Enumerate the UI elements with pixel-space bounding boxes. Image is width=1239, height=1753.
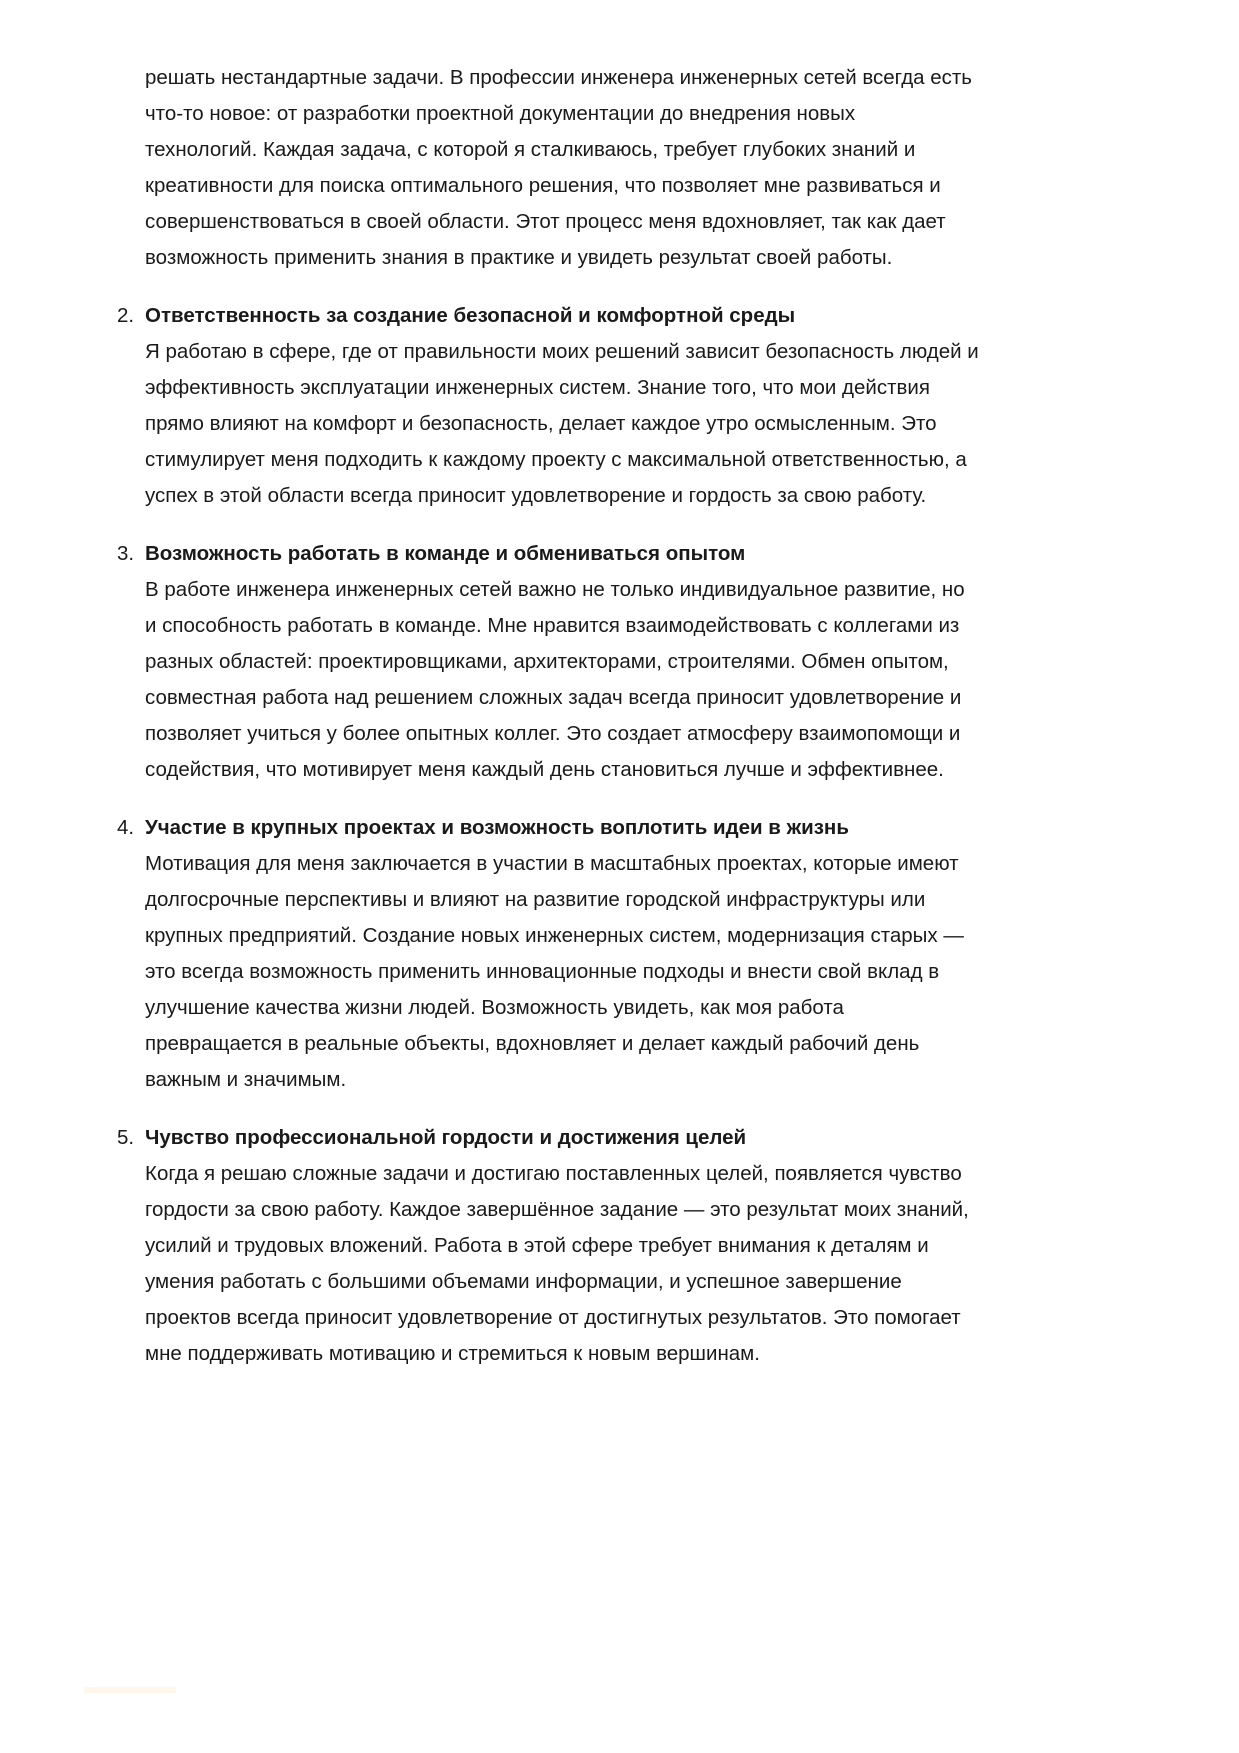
list-item: [117, 536, 1145, 788]
paragraph-line: совершенствоваться в своей области. Этот процесс меня вдохновляет, так как дает: [145, 210, 946, 233]
footer-decoration: [84, 1687, 176, 1693]
paragraph-line: совместная работа над решением сложных задач всегда приносит удовлетворение и: [145, 686, 962, 709]
list-item-title: Возможность работать в команде и обмениваться опытом: [145, 542, 746, 565]
numbered-list: [117, 298, 1145, 1372]
paragraph-line: превращается в реальные объекты, вдохновляет и делает каждый рабочий день: [145, 1032, 920, 1055]
paragraph-line: мне поддерживать мотивацию и стремиться к новым вершинам.: [145, 1342, 760, 1365]
paragraph-line: успех в этой области всегда приносит удовлетворение и гордость за свою работу.: [145, 484, 927, 507]
paragraph-line: проектов всегда приносит удовлетворение от достигнутых результатов. Это помогает: [145, 1306, 961, 1329]
paragraph-line: что-то новое: от разработки проектной документации до внедрения новых: [145, 102, 856, 125]
list-item-title: Ответственность за создание безопасной и комфортной среды: [145, 304, 796, 327]
paragraph-line: возможность применить знания в практике и увидеть результат своей работы.: [145, 246, 893, 269]
list-item: [117, 810, 1145, 1098]
paragraph-line: технологий. Каждая задача, с которой я сталкиваюсь, требует глубоких знаний и: [145, 138, 916, 161]
paragraph-line: стимулирует меня подходить к каждому проекту с максимальной ответственностью, а: [145, 448, 967, 471]
paragraph-line: долгосрочные перспективы и влияют на развитие городской инфраструктуры или: [145, 888, 926, 911]
paragraph-line: умения работать с большими объемами информации, и успешное завершение: [145, 1270, 902, 1293]
paragraph-line: решать нестандартные задачи. В профессии инженера инженерных сетей всегда есть: [145, 66, 972, 89]
paragraph-line: и способность работать в команде. Мне нравится взаимодействовать с коллегами из: [145, 614, 960, 637]
paragraph-line: содействия, что мотивирует меня каждый день становиться лучше и эффективнее.: [145, 758, 944, 781]
paragraph-line: креативности для поиска оптимального решения, что позволяет мне развиваться и: [145, 174, 941, 197]
paragraph-line: улучшение качества жизни людей. Возможность увидеть, как моя работа: [145, 996, 844, 1019]
list-item-title: Чувство профессиональной гордости и достижения целей: [145, 1126, 747, 1149]
paragraph-line: важным и значимым.: [145, 1068, 347, 1091]
paragraph-line: разных областей: проектировщиками, архитекторами, строителями. Обмен опытом,: [145, 650, 949, 673]
paragraph-line: усилий и трудовых вложений. Работа в этой сфере требует внимания к деталям и: [145, 1234, 929, 1257]
list-number: 2.: [117, 304, 135, 327]
paragraph-line: гордости за свою работу. Каждое завершённое задание — это результат моих знаний,: [145, 1198, 969, 1221]
paragraph-line: Когда я решаю сложные задачи и достигаю поставленных целей, появляется чувство: [145, 1162, 962, 1185]
list-number: 3.: [117, 542, 135, 565]
intro-paragraph: [145, 60, 1145, 276]
list-item: [117, 298, 1145, 514]
list-number: 4.: [117, 816, 135, 839]
paragraph-line: прямо влияют на комфорт и безопасность, делает каждое утро осмысленным. Это: [145, 412, 937, 435]
paragraph-line: Я работаю в сфере, где от правильности моих решений зависит безопасность людей и: [145, 340, 979, 363]
paragraph-line: В работе инженера инженерных сетей важно не только индивидуальное развитие, но: [145, 578, 965, 601]
paragraph-line: крупных предприятий. Создание новых инженерных систем, модернизация старых —: [145, 924, 964, 947]
paragraph-line: Мотивация для меня заключается в участии в масштабных проектах, которые имеют: [145, 852, 959, 875]
document-page: [117, 60, 1145, 1372]
paragraph-line: эффективность эксплуатации инженерных систем. Знание того, что мои действия: [145, 376, 930, 399]
list-number: 5.: [117, 1126, 135, 1149]
list-item-title: Участие в крупных проектах и возможность воплотить идеи в жизнь: [145, 816, 849, 839]
list-item: [117, 1120, 1145, 1372]
paragraph-line: позволяет учиться у более опытных коллег. Это создает атмосферу взаимопомощи и: [145, 722, 961, 745]
paragraph-line: это всегда возможность применить инновационные подходы и внести свой вклад в: [145, 960, 940, 983]
